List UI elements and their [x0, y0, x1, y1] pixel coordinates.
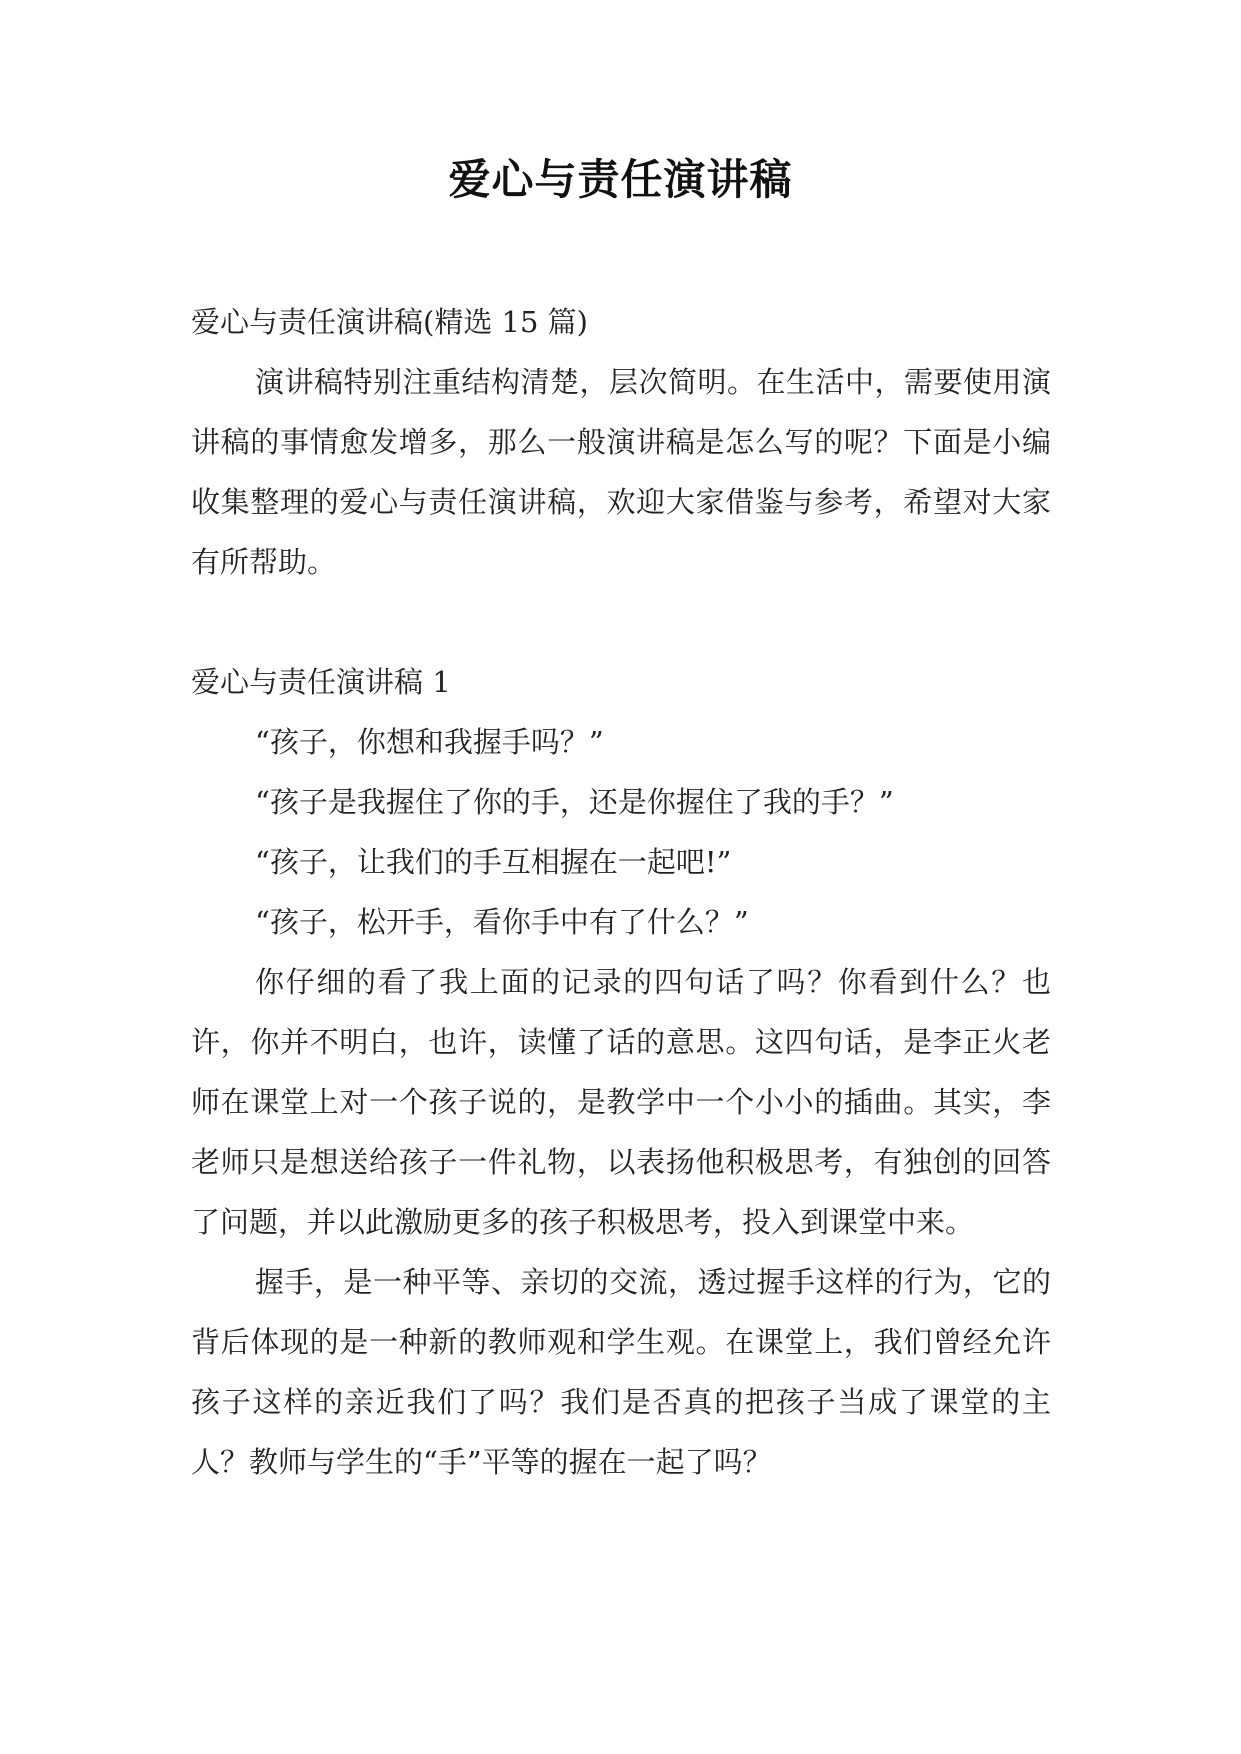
- intro-paragraph: 演讲稿特别注重结构清楚，层次简明。在生活中，需要使用演讲稿的事情愈发增多，那么一般演讲稿是怎么写的呢？下面是小编收集整理的爱心与责任演讲稿，欢迎大家借鉴与参考，希望对大家有所帮助。: [191, 365, 1051, 579]
- quote-line: “孩子，你想和我握手吗？”: [255, 725, 604, 759]
- paragraph-spacer: [191, 592, 1051, 652]
- body-paragraph: 你仔细的看了我上面的记录的四句话了吗？你看到什么？也许，你并不明白，也许，读懂了话的意思。这四句话，是李正火老师在课堂上对一个孩子说的，是教学中一个小小的插曲。其实，李老师只是想送给孩子一件礼物，以表扬他积极思考，有独创的回答了问题，并以此激励更多的孩子积极思考，投入到课堂中来。: [191, 965, 1051, 1239]
- quote-line: “孩子是我握住了你的手，还是你握住了我的手？”: [255, 785, 894, 819]
- quote-line: “孩子，松开手，看你手中有了什么？”: [255, 905, 749, 939]
- section-heading: 爱心与责任演讲稿 1: [191, 665, 451, 699]
- body-paragraph: 握手，是一种平等、亲切的交流，透过握手这样的行为，它的背后体现的是一种新的教师观和学生观。在课堂上，我们曾经允许孩子这样的亲近我们了吗？我们是否真的把孩子当成了课堂的主人？教师与学生的“手”平等的握在一起了吗？: [191, 1265, 1051, 1479]
- quote-line: “孩子，让我们的手互相握在一起吧!”: [255, 845, 732, 879]
- document-subtitle: 爱心与责任演讲稿(精选 15 篇): [191, 305, 588, 339]
- document-body: [191, 292, 1051, 1492]
- document-title: 爱心与责任演讲稿: [448, 155, 793, 204]
